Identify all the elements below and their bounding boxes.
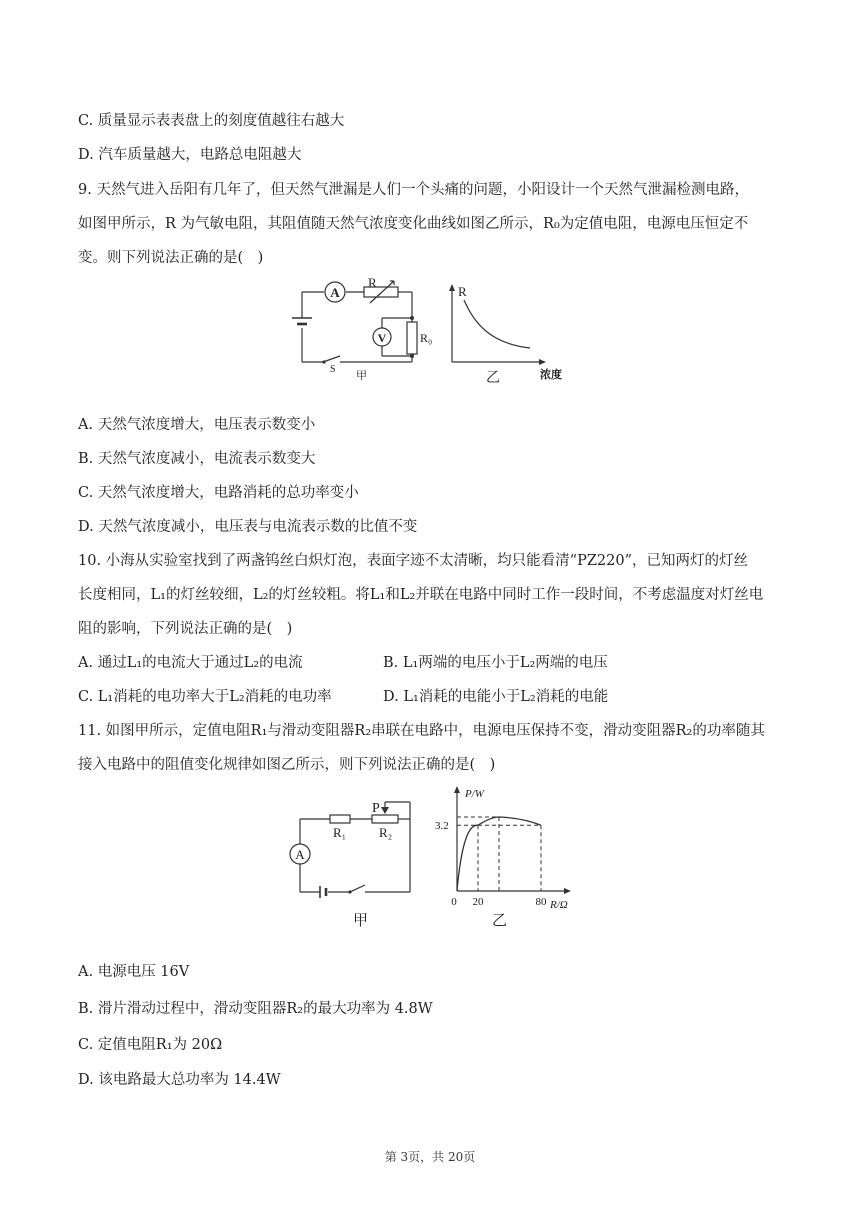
q11-x-tick-80: 80: [535, 896, 547, 908]
q11-option-b: B. 滑片滑动过程中，滑动变阻器R₂的最大功率为 4.8W: [78, 1001, 433, 1017]
q9-option-c: C. 天然气浓度增大，电路消耗的总功率变小: [78, 485, 359, 501]
q11-option-a: A. 电源电压 16V: [78, 964, 190, 980]
q9-option-b: B. 天然气浓度减小，电流表示数变大: [78, 451, 316, 467]
q11-option-d: D. 该电路最大总功率为 14.4W: [78, 1072, 281, 1088]
q9-voltmeter-label: V: [377, 331, 387, 345]
q11-r2-label: R₂: [379, 825, 393, 840]
q11-stem-line2: 接入电路中的阻值变化规律如图乙所示，则下列说法正确的是( ): [78, 757, 496, 773]
q11-graph-xlabel: R/Ω: [550, 899, 568, 911]
q11-ammeter-label: A: [295, 847, 305, 862]
q11-stem-line1: 11. 如图甲所示，定值电阻R₁与滑动变阻器R₂串联在电路中，电源电压保持不变，滑动变阻器R₂的功率随其: [78, 723, 765, 739]
q9-label-jia: 甲: [356, 370, 367, 382]
page-footer: 第 3页，共 20页: [384, 1150, 476, 1164]
q10-stem-line2: 长度相同，L₁的灯丝较细，L₂的灯丝较粗。将L₁和L₂并联在电路中同时工作一段时间，不考虑温度对灯丝电: [78, 587, 764, 603]
q8-option-c: C. 质量显示表表盘上的刻度值越往右越大: [78, 113, 345, 129]
q10-option-d: D. L₁消耗的电能小于L₂消耗的电能: [383, 689, 609, 705]
q9-ammeter-label: A: [330, 285, 340, 300]
q11-option-c: C. 定值电阻R₁为 20Ω: [78, 1037, 223, 1053]
q10-option-a: A. 通过L₁的电流大于通过L₂的电流: [78, 655, 303, 671]
q10-option-c: C. L₁消耗的电功率大于L₂消耗的电功率: [78, 689, 332, 705]
q9-stem-line1: 9. 天然气进入岳阳有几年了，但天然气泄漏是人们一个头痛的问题，小阳设计一个天然气泄漏检测电路，: [78, 182, 749, 198]
q9-option-d: D. 天然气浓度减小，电压表与电流表示数的比值不变: [78, 519, 418, 535]
q9-stem-line2: 如图甲所示，R 为气敏电阻，其阻值随天然气浓度变化曲线如图乙所示，R₀为定值电阻，电源电压恒定不: [78, 216, 749, 232]
q11-x-tick-0: 0: [451, 896, 457, 908]
q9-resistor-r-label: R: [368, 278, 377, 290]
q11-label-jia: 甲: [353, 913, 369, 929]
q9-label-yi: 乙: [486, 371, 500, 386]
q8-option-d: D. 汽车质量越大，电路总电阻越大: [78, 147, 302, 163]
q11-power-graph: [430, 782, 590, 936]
q11-graph-ylabel: P/W: [465, 788, 484, 800]
q9-option-a: A. 天然气浓度增大，电压表示数变小: [78, 417, 316, 433]
q11-label-yi: 乙: [492, 913, 508, 929]
q11-circuit-figure: [282, 782, 432, 936]
q11-y-tick-3-2: 3.2: [435, 820, 449, 833]
q9-graph-ylabel: R: [458, 284, 467, 299]
q9-resistor-r0-label: R₀: [420, 331, 433, 345]
q11-r1-label: R₁: [333, 825, 347, 840]
q10-option-b: B. L₁两端的电压小于L₂两端的电压: [383, 655, 608, 671]
q10-stem-line1: 10. 小海从实验室找到了两盏钨丝白炽灯泡，表面字迹不太清晰，均只能看清“PZ220”，已知两灯的灯丝: [78, 553, 748, 569]
q11-x-tick-20: 20: [472, 896, 484, 908]
q10-stem-line3: 阻的影响，下列说法正确的是( ): [78, 621, 293, 637]
q9-graph-xlabel: 浓度: [540, 369, 562, 381]
q9-switch-label: S: [330, 364, 336, 375]
q9-stem-line3: 变。则下列说法正确的是( ): [78, 250, 264, 266]
q11-slider-label: P: [372, 801, 380, 816]
q9-figure: [290, 278, 590, 392]
